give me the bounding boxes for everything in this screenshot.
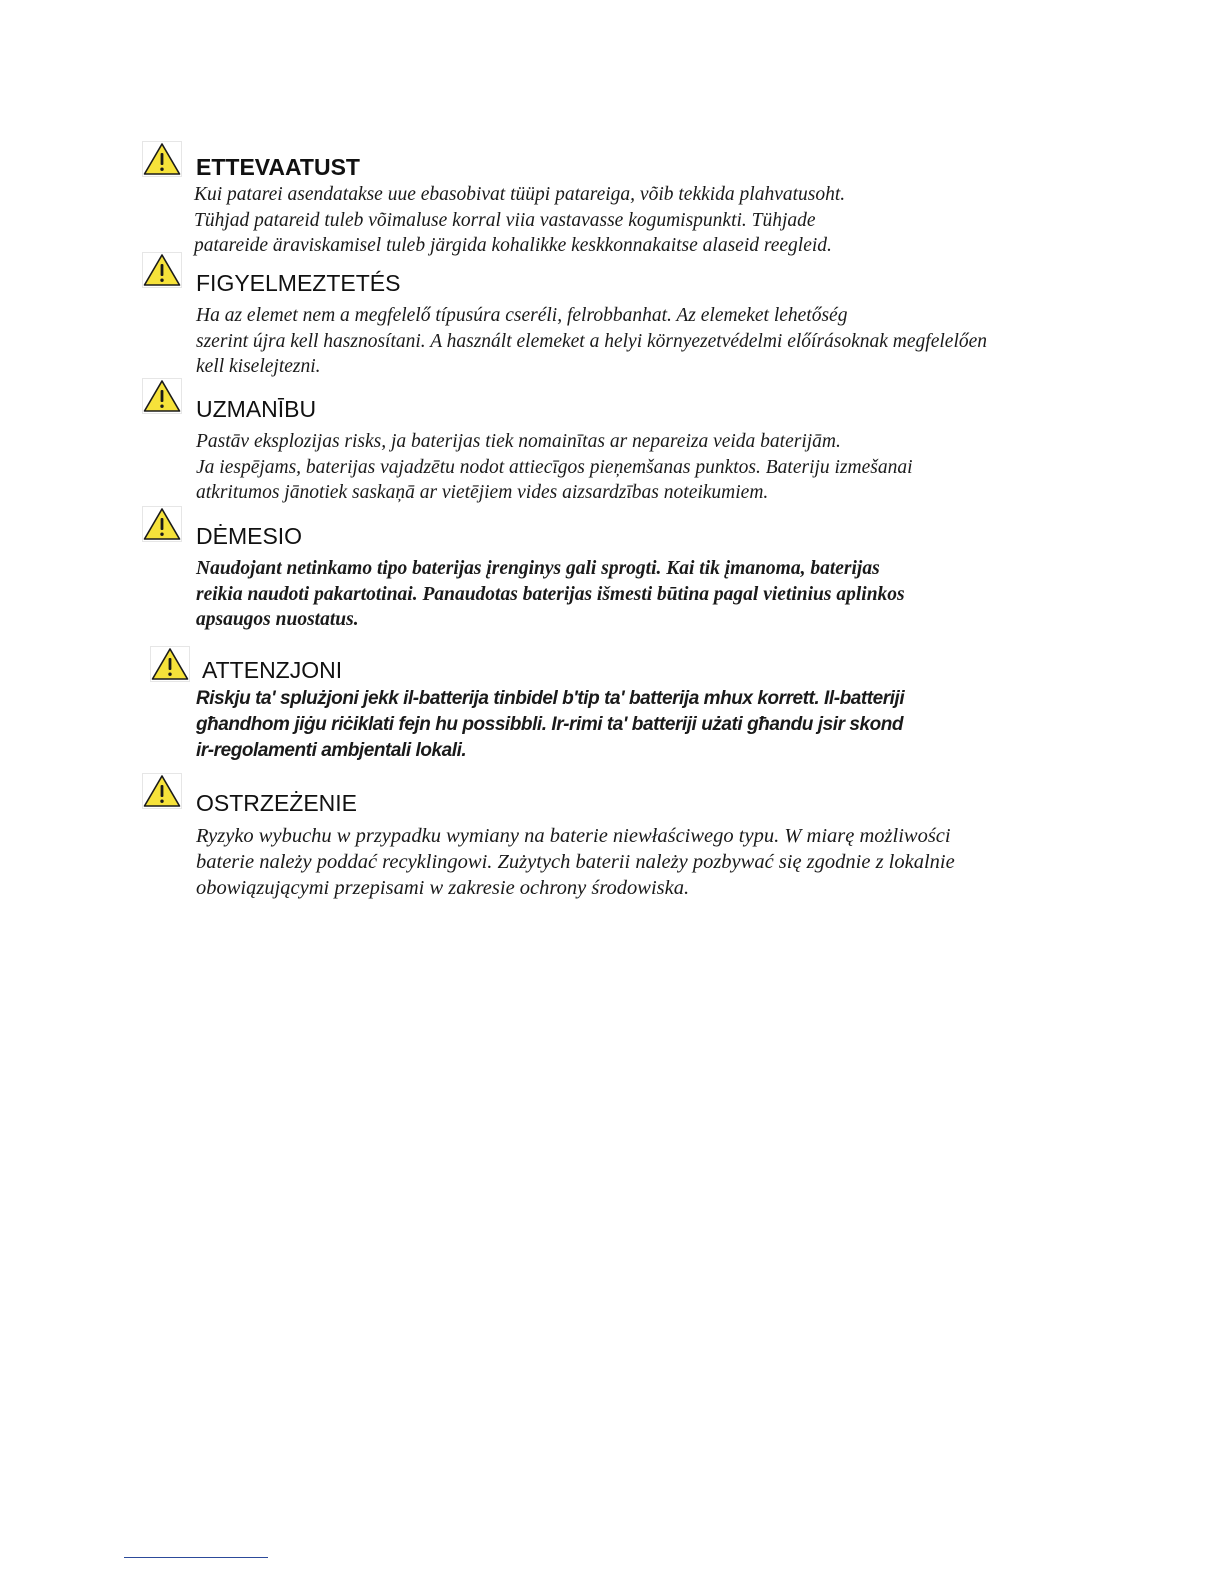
body-line: atkritumos jānotiek saskaņā ar vietējiem vides aizsardzības noteikumiem. bbox=[196, 482, 769, 503]
body-line: baterie należy poddać recyklingowi. Zużytych baterii należy pozbywać się zgodnie z lokalnie bbox=[196, 851, 955, 873]
section-heading: ETTEVAATUST bbox=[196, 154, 360, 180]
section-heading: ATTENZJONI bbox=[202, 657, 343, 683]
warning-triangle-icon bbox=[142, 773, 182, 809]
warning-triangle-icon bbox=[150, 646, 190, 682]
body-line: Naudojant netinkamo tipo baterijas įrenginys gali sprogti. Kai tik įmanoma, baterijas bbox=[196, 558, 880, 579]
section-body bbox=[196, 823, 1076, 901]
warning-triangle-icon bbox=[142, 252, 182, 288]
warning-triangle-icon bbox=[142, 141, 182, 177]
body-line: Tühjad patareid tuleb võimaluse korral viia vastavasse kogumispunkti. Tühjade bbox=[194, 209, 816, 231]
body-line: reikia naudoti pakartotinai. Panaudotas baterijas išmesti būtina pagal vietinius aplinkos bbox=[196, 583, 905, 605]
warning-triangle-icon bbox=[142, 506, 182, 542]
body-line: għandhom jiġu riċiklati fejn hu possibbli. Ir-rimi ta' batteriji użati għandu jsir skond bbox=[196, 714, 904, 735]
body-line: apsaugos nuostatus. bbox=[196, 609, 359, 630]
section-heading: DĖMESIO bbox=[196, 523, 303, 549]
section-body bbox=[194, 182, 1074, 259]
body-line: patareide äraviskamisel tuleb järgida kohalikke keskkonnakaitse alaseid reegleid. bbox=[194, 235, 832, 256]
body-line: ir-regolamenti ambjentali lokali. bbox=[196, 740, 467, 761]
body-line: Ha az elemet nem a megfelelő típusúra cseréli, felrobbanhat. Az elemeket lehetőség bbox=[196, 305, 848, 326]
section-heading: OSTRZEŻENIE bbox=[196, 790, 358, 816]
body-line: Kui patarei asendatakse uue ebasobivat tüüpi patareiga, võib tekkida plahvatusoht. bbox=[194, 184, 846, 205]
body-line: szerint újra kell hasznosítani. A használt elemeket a helyi környezetvédelmi előírásoknak megfelelően bbox=[196, 330, 988, 352]
body-line: Ja iespējams, baterijas vajadzētu nodot attiecīgos pieņemšanas punktos. Bateriju izmešanai bbox=[196, 456, 913, 478]
section-heading: UZMANĪBU bbox=[196, 396, 317, 422]
footnote-separator bbox=[124, 1557, 268, 1558]
body-line: Riskju ta' splużjoni jekk il-batterija tinbidel b'tip ta' batterija mhux korrett. Il-batteriji bbox=[196, 688, 905, 709]
section-body bbox=[196, 556, 1076, 633]
body-line: obowiązującymi przepisami w zakresie ochrony środowiska. bbox=[196, 877, 690, 899]
warning-triangle-icon bbox=[142, 378, 182, 414]
section-body bbox=[196, 429, 1076, 506]
body-line: kell kiselejtezni. bbox=[196, 356, 321, 377]
section-heading: FIGYELMEZTETÉS bbox=[196, 270, 401, 296]
section-body bbox=[196, 303, 1076, 380]
section-body bbox=[196, 686, 1076, 764]
body-line: Ryzyko wybuchu w przypadku wymiany na baterie niewłaściwego typu. W miarę możliwości bbox=[196, 825, 951, 847]
body-line: Pastāv eksplozijas risks, ja baterijas tiek nomainītas ar nepareiza veida baterijām. bbox=[196, 431, 841, 452]
